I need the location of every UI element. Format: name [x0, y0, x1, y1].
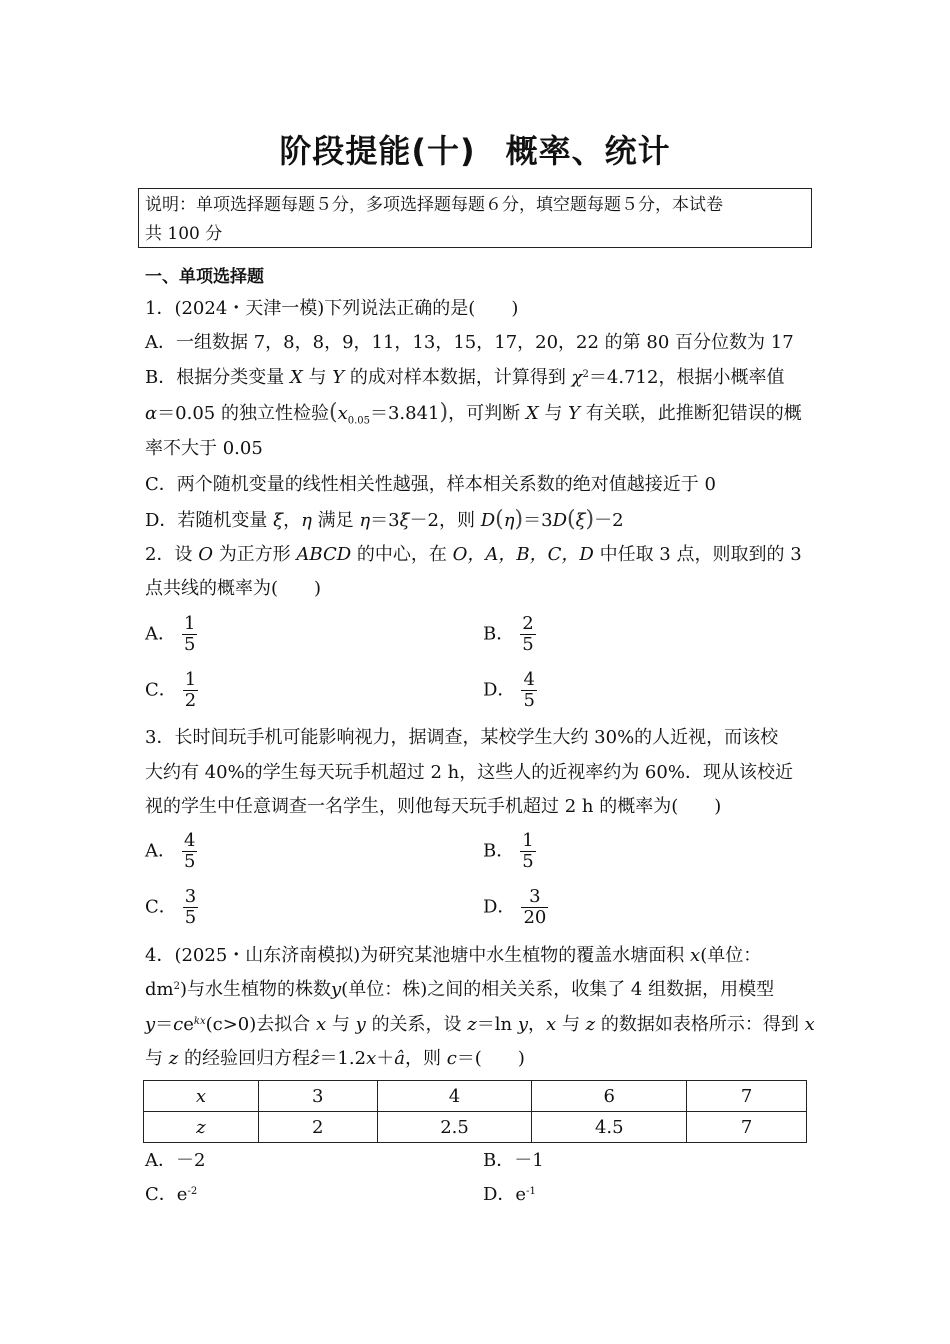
page-title [0, 126, 950, 172]
instructions-line-2: 共 100 分 [145, 224, 223, 244]
table-cell: 2.5 [377, 1112, 532, 1143]
q4-option-c: C．$e^{-2}$ [145, 1184, 198, 1205]
q1-option-b-line2: α＝0.05 的独立性检验$(x_{0.05}=3.841)$，可判断 X 与 Y 有关联，此推断犯错误的概 [145, 400, 802, 427]
q3-stem-line3: 视的学生中任意调查一名学生，则他每天玩手机超过 2 h 的概率为( ) [145, 796, 722, 817]
q3-option-a: A． $\frac{4}{5}$ [145, 830, 196, 872]
table-cell: 7 [687, 1081, 807, 1112]
q1-option-b-line1: B．根据分类变量 X 与 Y 的成对样本数据，计算得到 $\chi^2=4.712$，根据小概率值 [145, 367, 785, 388]
q3-stem-line2: 大约有 40%的学生每天玩手机超过 2 h，这些人的近视率约为 60%．现从该校近 [145, 762, 793, 783]
q4-option-d: D．$e^{-1}$ [483, 1184, 536, 1205]
table-header-cell: z [144, 1112, 259, 1143]
q4-option-b: B．－1 [483, 1150, 544, 1171]
q1-option-a: A．一组数据 7，8，8，9，11，13，15，17，20，22 的第 80 百分位数为 17 [145, 332, 794, 353]
q4-stem-line3: $y=ce^{kx}(c>0)$去拟合 x 与 y 的关系，设 z＝ln y，x 与 z 的数据如表格所示：得到 x [145, 1014, 815, 1035]
table-cell: 2 [258, 1112, 377, 1143]
q4-option-a: A．－2 [145, 1150, 206, 1171]
table-cell: 4 [377, 1081, 532, 1112]
q1-option-b-line3: 率不大于 0.05 [145, 438, 263, 459]
table-cell: 3 [258, 1081, 377, 1112]
q2-option-a: A． $\frac{1}{5}$ [145, 613, 196, 655]
q1-option-c: C．两个随机变量的线性相关性越强，样本相关系数的绝对值越接近于 0 [145, 474, 716, 495]
q3-option-d: D． $\frac{3}{20}$ [483, 886, 547, 928]
table-cell: 4.5 [532, 1112, 687, 1143]
q3-option-c: C． $\frac{3}{5}$ [145, 886, 197, 928]
q2-stem-line2: 点共线的概率为( ) [145, 578, 322, 599]
q4-stem-line4: 与 z 的经验回归方程ẑ＝1.2x＋â，则 c＝( ) [145, 1048, 525, 1069]
q2-option-c: C． $\frac{1}{2}$ [145, 669, 197, 711]
q2-option-d: D． $\frac{4}{5}$ [483, 669, 535, 711]
table-row [144, 1112, 807, 1143]
q3-option-b: B． $\frac{1}{5}$ [483, 830, 534, 872]
q4-stem-line2: $dm^2$)与水生植物的株数y(单位：株)之间的相关关系，收集了 4 组数据，用模型 [145, 979, 775, 1000]
q2-stem-line1: 2．设 O 为正方形 ABCD 的中心，在 O，A，B，C，D 中任取 3 点，则取到的 3 [145, 544, 802, 565]
table-header-cell: x [144, 1081, 259, 1112]
q2-option-b: B． $\frac{2}{5}$ [483, 613, 534, 655]
table-cell: 7 [687, 1112, 807, 1143]
q4-stem-line1: 4．(2025・山东济南模拟)为研究某池塘中水生植物的覆盖水塘面积 x(单位： [145, 945, 762, 966]
q3-stem-line1: 3．长时间玩手机可能影响视力，据调查，某校学生大约 30%的人近视，而该校 [145, 727, 779, 748]
instructions-box [138, 188, 812, 248]
title-main: 阶段提能(十) [279, 132, 476, 170]
q1-stem: 1．(2024・天津一模)下列说法正确的是( ) [145, 298, 519, 319]
table-cell: 6 [532, 1081, 687, 1112]
section-heading: 一、单项选择题 [145, 267, 264, 287]
q4-data-table [143, 1080, 807, 1143]
table-row [144, 1081, 807, 1112]
instructions-line-1: 说明：单项选择题每题５分，多项选择题每题６分，填空题每题５分，本试卷 [145, 195, 723, 215]
title-sub: 概率、统计 [505, 132, 671, 170]
q1-option-d: D．若随机变量 ξ，η 满足 η＝3ξ－2，则 D(η)＝3D(ξ)－2 [145, 507, 624, 532]
